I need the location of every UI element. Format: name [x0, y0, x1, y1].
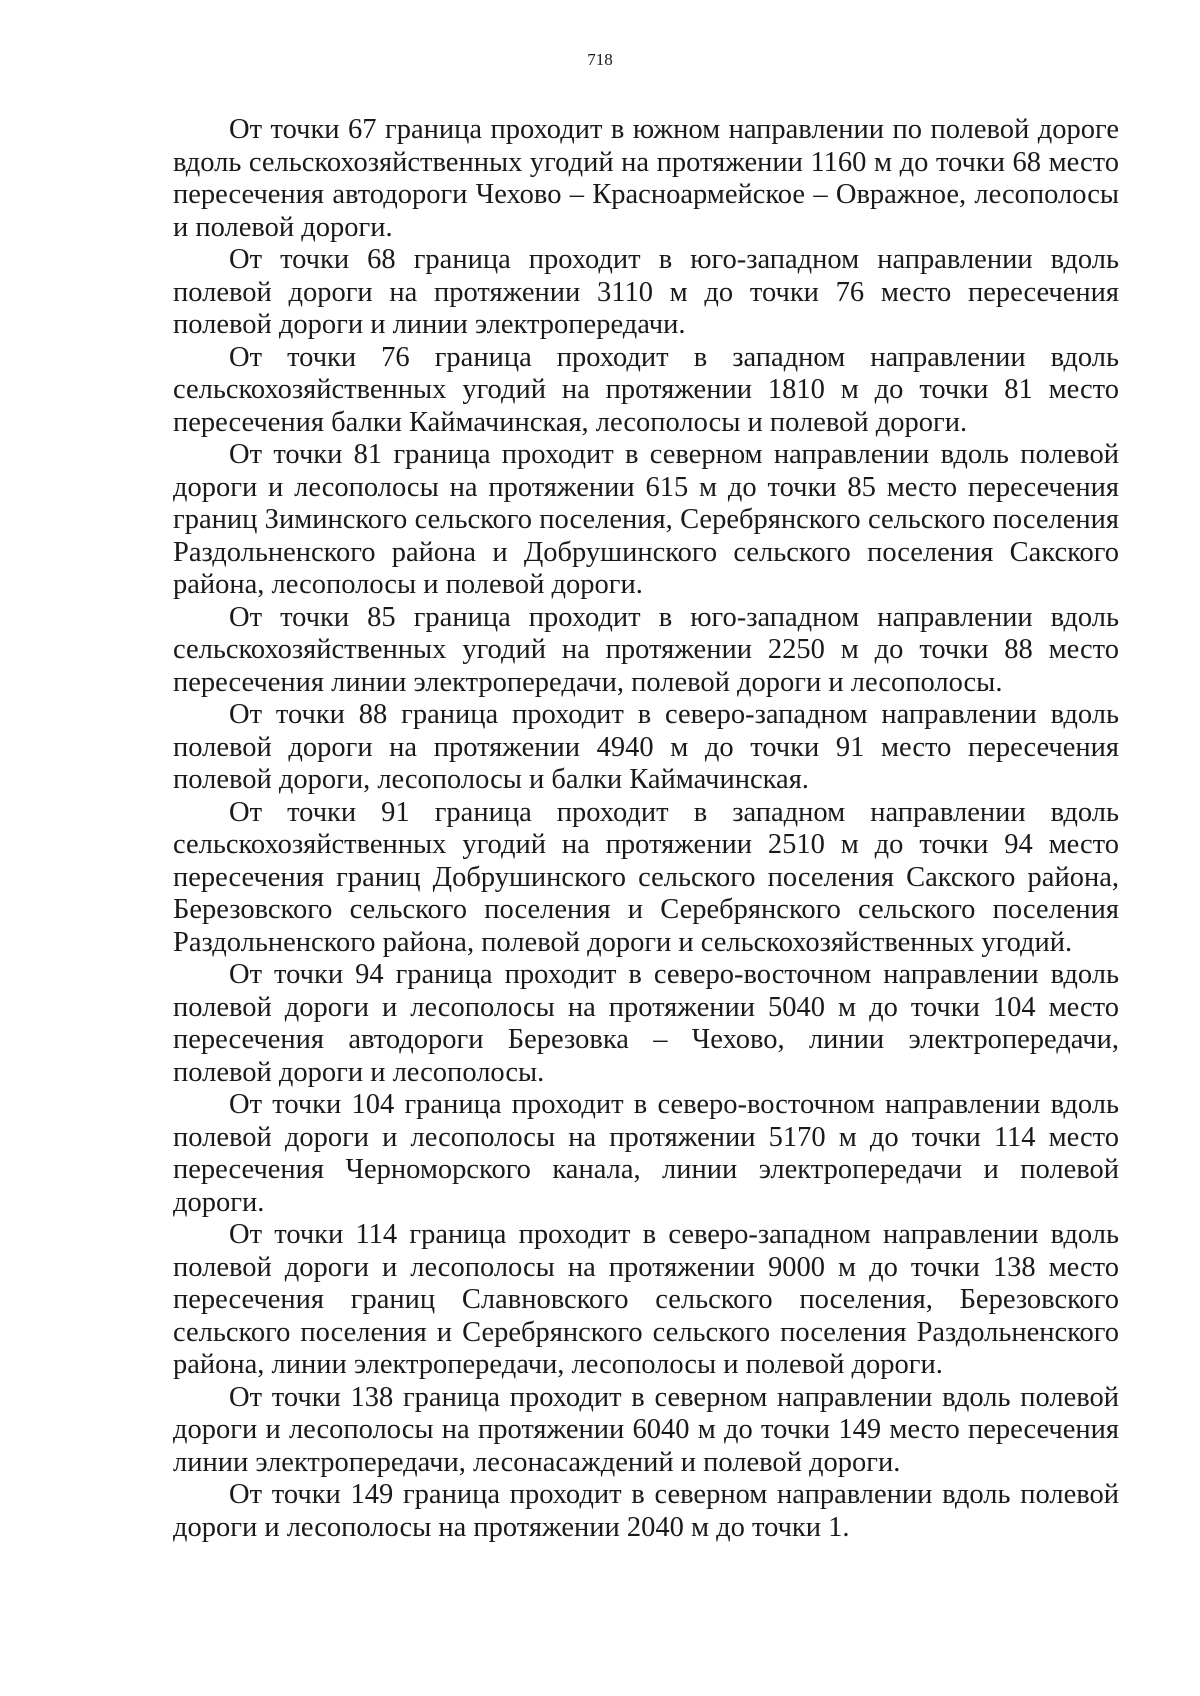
paragraph: От точки 81 граница проходит в северном направлении вдоль полевой дороги и лесополосы на протяжении 615 м до точки 85 место пересечения границ Зиминского сельского поселения, Серебрянского сельского поселения Раздольненского района и Добрушинского сельского поселения Сакского района, лесополосы и полевой дороги.: [173, 439, 1119, 600]
paragraph: От точки 114 граница проходит в северо-западном направлении вдоль полевой дороги и лесополосы на протяжении 9000 м до точки 138 место пересечения границ Славновского сельского поселения, Березовского сельского поселения и Серебрянского сельского поселения Раздольненского района, линии электропередачи, лесополосы и полевой дороги.: [173, 1219, 1119, 1380]
paragraph: От точки 104 граница проходит в северо-восточном направлении вдоль полевой дороги и лесополосы на протяжении 5170 м до точки 114 место пересечения Черноморского канала, линии электропередачи и полевой дороги.: [173, 1089, 1119, 1218]
paragraph: От точки 68 граница проходит в юго-западном направлении вдоль полевой дороги на протяжении 3110 м до точки 76 место пересечения полевой дороги и линии электропередачи.: [173, 244, 1119, 340]
paragraph: От точки 67 граница проходит в южном направлении по полевой дороге вдоль сельскохозяйственных угодий на протяжении 1160 м до точки 68 место пересечения автодороги Чехово – Красноармейское – Овражное, лесополосы и полевой дороги.: [173, 114, 1119, 243]
paragraph: От точки 88 граница проходит в северо-западном направлении вдоль полевой дороги на протяжении 4940 м до точки 91 место пересечения полевой дороги, лесополосы и балки Каймачинская.: [173, 699, 1119, 795]
document-body: [173, 114, 1119, 1544]
paragraph: От точки 76 граница проходит в западном направлении вдоль сельскохозяйственных угодий на протяжении 1810 м до точки 81 место пересечения балки Каймачинская, лесополосы и полевой дороги.: [173, 341, 1119, 438]
paragraph: От точки 85 граница проходит в юго-западном направлении вдоль сельскохозяйственных угодий на протяжении 2250 м до точки 88 место пересечения линии электропередачи, полевой дороги и лесополосы.: [173, 601, 1119, 698]
paragraph: От точки 91 граница проходит в западном направлении вдоль сельскохозяйственных угодий на протяжении 2510 м до точки 94 место пересечения границ Добрушинского сельского поселения Сакского района, Березовского сельского поселения и Серебрянского сельского поселения Раздольненского района, полевой дороги и сельскохозяйственных угодий.: [173, 796, 1119, 958]
paragraph: От точки 138 граница проходит в северном направлении вдоль полевой дороги и лесополосы на протяжении 6040 м до точки 149 место пересечения линии электропередачи, лесонасаждений и полевой дороги.: [173, 1381, 1119, 1478]
paragraph: От точки 149 граница проходит в северном направлении вдоль полевой дороги и лесополосы на протяжении 2040 м до точки 1.: [173, 1479, 1119, 1543]
paragraph: От точки 94 граница проходит в северо-восточном направлении вдоль полевой дороги и лесополосы на протяжении 5040 м до точки 104 место пересечения автодороги Березовка – Чехово, линии электропередачи, полевой дороги и лесополосы.: [173, 959, 1119, 1088]
page-number: 718: [587, 50, 613, 69]
